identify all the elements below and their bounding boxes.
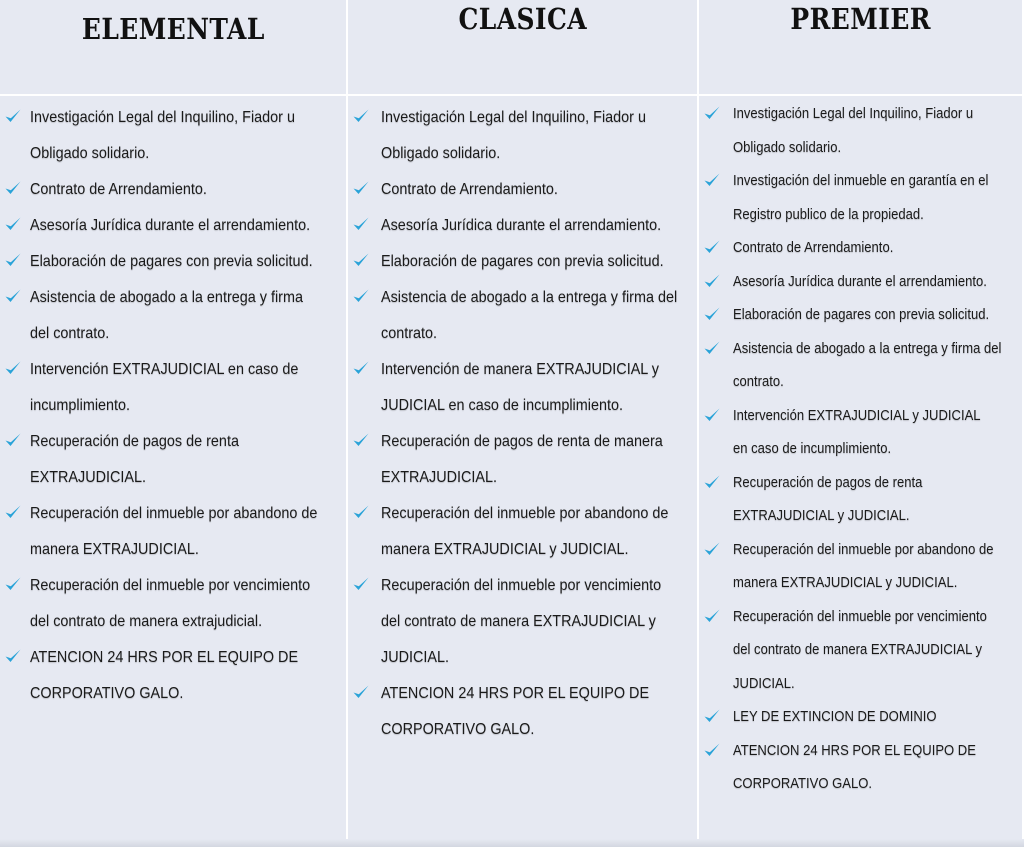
feature-list: [0, 96, 346, 712]
feature-text-line: Obligado solidario.: [381, 145, 501, 162]
feature-text-line: contrato.: [733, 374, 784, 390]
feature-text-line: Recuperación de pagos de renta: [733, 474, 923, 491]
feature-text-line: Asistencia de abogado a la entrega y firma: [30, 289, 303, 306]
feature-item: [352, 352, 697, 424]
feature-item: [352, 496, 697, 568]
check-icon: [4, 359, 22, 377]
check-icon: [703, 473, 721, 491]
feature-item: [4, 172, 346, 208]
feature-item: [703, 467, 1022, 534]
feature-item: [703, 601, 1022, 702]
feature-text-line: Elaboración de pagares con previa solicitud.: [733, 307, 990, 323]
feature-text-line: EXTRAJUDICIAL.: [30, 469, 147, 486]
feature-item: [352, 100, 697, 172]
feature-item: [352, 280, 697, 352]
feature-item: [4, 208, 346, 244]
feature-text-line: Recuperación de pagos de renta: [30, 433, 239, 450]
check-icon: [352, 251, 370, 269]
check-icon: [352, 503, 370, 521]
feature-item: [4, 496, 346, 568]
check-icon: [352, 575, 370, 593]
check-icon: [4, 287, 22, 305]
feature-text-line: Intervención EXTRAJUDICIAL y JUDICIAL: [733, 407, 981, 424]
feature-text-line: CORPORATIVO GALO.: [30, 685, 184, 702]
feature-text-line: Contrato de Arrendamiento.: [30, 181, 207, 198]
feature-item: [703, 232, 1022, 266]
feature-text-line: ATENCION 24 HRS POR EL EQUIPO DE: [30, 649, 299, 666]
check-icon: [703, 540, 721, 558]
feature-text-line: Investigación Legal del Inquilino, Fiador u: [30, 109, 295, 126]
check-icon: [4, 431, 22, 449]
check-icon: [352, 179, 370, 197]
feature-text-line: ATENCION 24 HRS POR EL EQUIPO DE: [733, 742, 976, 759]
feature-item: [352, 172, 697, 208]
feature-item: [703, 165, 1022, 232]
feature-item: [703, 266, 1022, 300]
feature-text-line: manera EXTRAJUDICIAL y JUDICIAL.: [733, 575, 958, 591]
check-icon: [352, 431, 370, 449]
feature-text-line: Asesoría Jurídica durante el arrendamiento.: [733, 273, 987, 290]
check-icon: [703, 741, 721, 759]
check-icon: [4, 215, 22, 233]
feature-item: [4, 100, 346, 172]
check-icon: [352, 359, 370, 377]
feature-item: [703, 701, 1022, 735]
feature-text-line: Elaboración de pagares con previa solicitud.: [30, 253, 313, 270]
feature-text-line: Recuperación de pagos de renta de manera: [381, 433, 663, 450]
feature-text-line: incumplimiento.: [30, 397, 131, 414]
feature-text-line: Obligado solidario.: [733, 139, 842, 156]
check-icon: [4, 575, 22, 593]
feature-text-line: del contrato de manera extrajudicial.: [30, 613, 263, 630]
feature-text-line: Asistencia de abogado a la entrega y firma del: [733, 340, 1002, 357]
feature-text-line: Recuperación del inmueble por vencimiento: [733, 608, 987, 625]
plan-column-clasica: [348, 0, 699, 847]
plan-header: [699, 0, 1022, 96]
check-icon: [4, 647, 22, 665]
feature-text-line: Asistencia de abogado a la entrega y firma del: [381, 289, 678, 306]
feature-text-line: Intervención EXTRAJUDICIAL en caso de: [30, 361, 299, 378]
feature-text-line: Elaboración de pagares con previa solicitud.: [381, 253, 664, 270]
plan-title-elemental: ELEMENTAL: [81, 12, 265, 46]
feature-text-line: JUDICIAL.: [381, 649, 450, 666]
feature-text-line: Recuperación del inmueble por abandono de: [733, 541, 994, 558]
check-icon: [352, 287, 370, 305]
feature-text-line: Investigación del inmueble en garantía en el: [733, 173, 989, 189]
check-icon: [4, 251, 22, 269]
feature-text-line: Asesoría Jurídica durante el arrendamiento.: [381, 217, 662, 234]
feature-text-line: manera EXTRAJUDICIAL y JUDICIAL.: [381, 541, 629, 558]
plan-header: [0, 0, 346, 96]
feature-text-line: Asesoría Jurídica durante el arrendamiento.: [30, 217, 311, 234]
feature-text-line: Recuperación del inmueble por vencimiento: [30, 577, 311, 594]
plan-title-clasica: CLASICA: [458, 2, 587, 36]
feature-text-line: LEY DE EXTINCION DE DOMINIO: [733, 709, 937, 725]
feature-text-line: Obligado solidario.: [30, 145, 150, 162]
feature-item: [703, 534, 1022, 601]
feature-item: [4, 352, 346, 424]
check-icon: [703, 238, 721, 256]
check-icon: [703, 104, 721, 122]
check-icon: [703, 272, 721, 290]
feature-text-line: Recuperación del inmueble por vencimiento: [381, 577, 662, 594]
feature-text-line: Intervención de manera EXTRAJUDICIAL y: [381, 361, 659, 378]
feature-text-line: del contrato de manera EXTRAJUDICIAL y: [733, 642, 983, 658]
check-icon: [352, 683, 370, 701]
feature-item: [352, 424, 697, 496]
feature-list: [348, 96, 697, 748]
feature-text-line: EXTRAJUDICIAL.: [381, 469, 498, 486]
feature-text-line: del contrato.: [30, 325, 110, 342]
feature-text-line: Investigación Legal del Inquilino, Fiador u: [381, 109, 646, 126]
feature-text-line: Registro publico de la propiedad.: [733, 206, 924, 223]
feature-item: [703, 735, 1022, 802]
plan-header: [348, 0, 697, 96]
feature-text-line: JUDICIAL en caso de incumplimiento.: [381, 397, 623, 414]
check-icon: [703, 406, 721, 424]
bottom-edge: [0, 839, 1024, 847]
feature-text-line: del contrato de manera EXTRAJUDICIAL y: [381, 613, 656, 630]
check-icon: [703, 707, 721, 725]
feature-item: [352, 244, 697, 280]
feature-text-line: Contrato de Arrendamiento.: [733, 240, 894, 256]
check-icon: [4, 503, 22, 521]
check-icon: [4, 179, 22, 197]
feature-text-line: manera EXTRAJUDICIAL.: [30, 541, 199, 558]
feature-item: [4, 640, 346, 712]
feature-item: [4, 424, 346, 496]
feature-item: [352, 568, 697, 676]
feature-item: [4, 568, 346, 640]
feature-text-line: CORPORATIVO GALO.: [381, 721, 535, 738]
feature-list: [699, 96, 1022, 802]
check-icon: [352, 215, 370, 233]
check-icon: [4, 107, 22, 125]
feature-text-line: JUDICIAL.: [733, 675, 795, 692]
check-icon: [352, 107, 370, 125]
feature-item: [703, 299, 1022, 333]
feature-text-line: CORPORATIVO GALO.: [733, 776, 872, 792]
feature-text-line: ATENCION 24 HRS POR EL EQUIPO DE: [381, 685, 650, 702]
feature-item: [4, 280, 346, 352]
feature-text-line: Investigación Legal del Inquilino, Fiador u: [733, 106, 974, 122]
feature-text-line: en caso de incumplimiento.: [733, 441, 892, 457]
plan-title-premier: PREMIER: [790, 2, 931, 36]
feature-text-line: Contrato de Arrendamiento.: [381, 181, 558, 198]
check-icon: [703, 171, 721, 189]
feature-item: [703, 333, 1022, 400]
plan-column-premier: [699, 0, 1024, 847]
feature-text-line: contrato.: [381, 325, 438, 342]
feature-item: [352, 208, 697, 244]
feature-text-line: Recuperación del inmueble por abandono de: [381, 505, 669, 522]
feature-item: [352, 676, 697, 748]
feature-item: [703, 400, 1022, 467]
check-icon: [703, 607, 721, 625]
feature-item: [4, 244, 346, 280]
check-icon: [703, 305, 721, 323]
feature-text-line: EXTRAJUDICIAL y JUDICIAL.: [733, 508, 910, 524]
check-icon: [703, 339, 721, 357]
feature-item: [703, 98, 1022, 165]
feature-text-line: Recuperación del inmueble por abandono de: [30, 505, 318, 522]
plan-column-elemental: [0, 0, 348, 847]
